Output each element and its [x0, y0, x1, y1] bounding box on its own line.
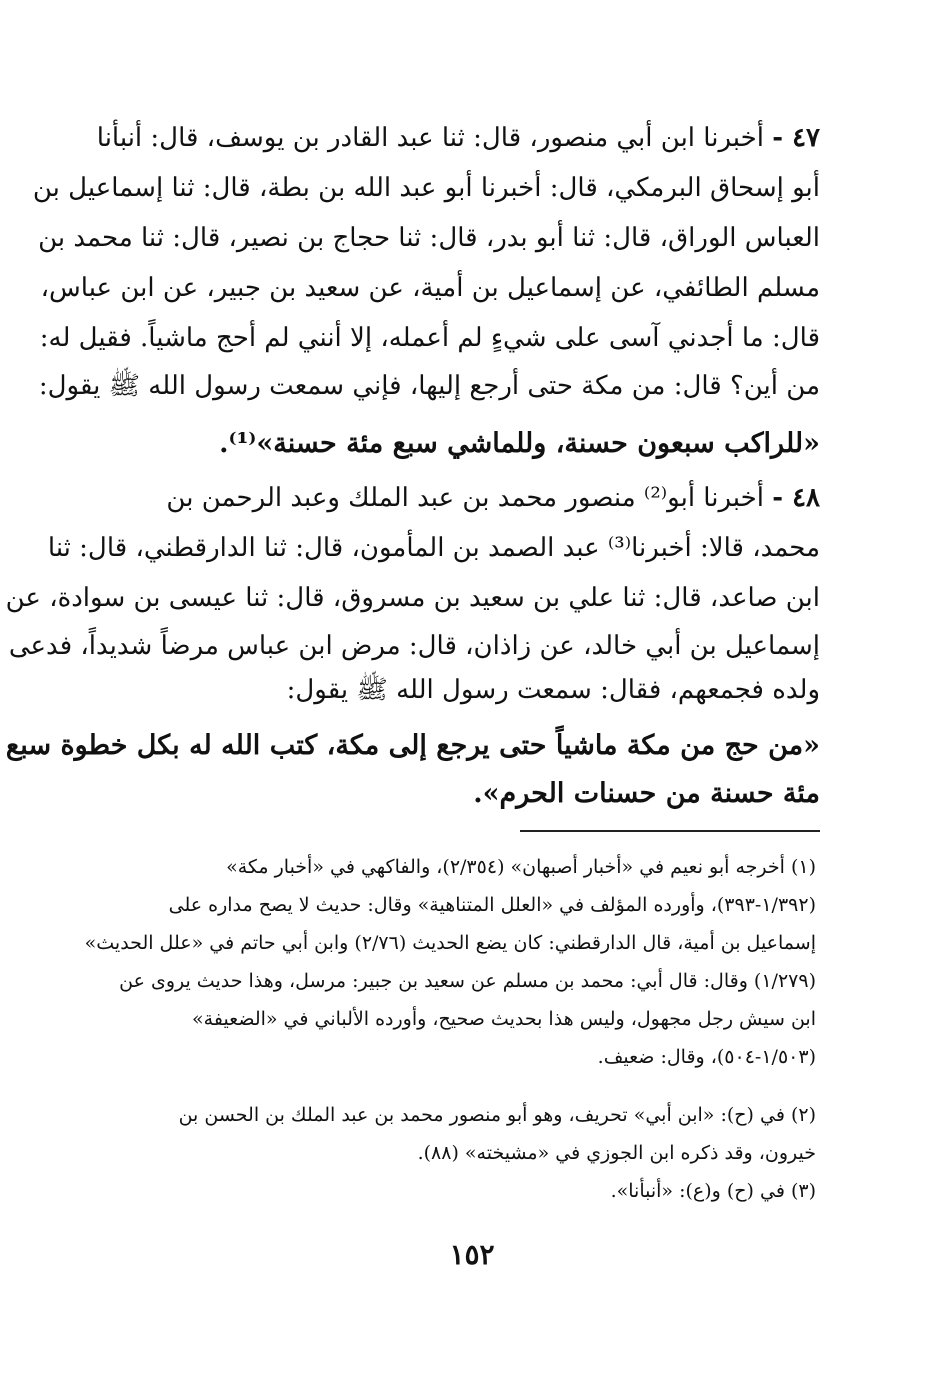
footnote-2-line-1: (٢) في (ح): «ابن أبي» تحريف، وهو أبو منصور محمد بن عبد الملك بن الحسن بن	[178, 1104, 816, 1126]
para-47-line-5: قال: ما أجدني آسى على شيءٍ لم أعمله، إلا أنني لم أحج ماشياً. فقيل له:	[39, 323, 820, 353]
footnote-1-line-4: (١/٢٧٩) وقال: قال أبي: محمد بن مسلم عن سعيد بن جبير: مرسل، وهذا حديث يروى عن	[119, 970, 816, 992]
footnote-separator	[520, 830, 820, 832]
para-47-line-3: العباس الوراق، قال: ثنا أبو بدر، قال: ثنا حجاج بن نصير، قال: ثنا محمد بن	[38, 223, 820, 253]
hadith-quote-47: «للراكب سبعون حسنة، وللماشي سبع مئة حسنة»⁽¹⁾.	[219, 428, 820, 459]
para-47-line-6: من أين؟ قال: من مكة حتى أرجع إليها، فإني سمعت رسول الله ﷺ يقول:	[38, 371, 820, 401]
hadith-quote-48-line-1: «من حج من مكة ماشياً حتى يرجع إلى مكة، كتب الله له بكل خطوة سبع	[5, 730, 820, 761]
footnote-1-line-5: ابن سيش رجل مجهول، وليس هذا بحديث صحيح، وأورده الألباني في «الضعيفة»	[192, 1008, 816, 1030]
page-number: ١٥٢	[449, 1238, 495, 1271]
para-48-line-3: ابن صاعد، قال: ثنا علي بن سعيد بن مسروق، قال: ثنا عيسى بن سوادة، عن	[5, 583, 820, 613]
para-48-line-1	[100, 478, 820, 518]
footnote-3-line-1: (٣) في (ح) و(ع): «أنبأنا».	[610, 1180, 816, 1202]
para-47-line-4: مسلم الطائفي، عن إسماعيل بن أمية، عن سعيد بن جبير، عن ابن عباس،	[40, 273, 820, 303]
footnote-1-line-2: (١/٣٩٢-٣٩٣)، وأورده المؤلف في «العلل المتناهية» وقال: حديث لا يصح مداره على	[168, 894, 816, 916]
footnote-2-line-2: خيرون، وقد ذكره ابن الجوزي في «مشيخته» (٨٨).	[417, 1142, 816, 1164]
para-47-line-1-text: أخبرنا ابن أبي منصور، قال: ثنا عبد القادر بن يوسف، قال: أنبأنا	[96, 123, 764, 153]
footnote-1-line-1: (١) أخرجه أبو نعيم في «أخبار أصبهان» (٢/٣٥٤)، والفاكهي في «أخبار مكة»	[226, 856, 816, 878]
hadith-number-47: ٤٧ -	[772, 123, 820, 153]
footnote-1-line-3: إسماعيل بن أمية، قال الدارقطني: كان يضع الحديث (٢/٧٦) وابن أبي حاتم في «علل الحديث»	[84, 932, 816, 954]
hadith-number-48: ٤٨ -	[772, 483, 820, 513]
para-48-line-4: إسماعيل بن أبي خالد، عن زاذان، قال: مرض ابن عباس مرضاً شديداً، فدعى	[8, 631, 820, 661]
para-48-line-5: ولده فجمعهم، فقال: سمعت رسول الله ﷺ يقول:	[286, 675, 820, 705]
para-47-line-1	[96, 118, 820, 158]
para-47-line-2: أبو إسحاق البرمكي، قال: أخبرنا أبو عبد الله بن بطة، قال: ثنا إسماعيل بن	[32, 173, 820, 203]
footnote-1-line-6: (١/٥٠٣-٥٠٤)، وقال: ضعيف.	[597, 1046, 816, 1068]
hadith-quote-48-line-2: مئة حسنة من حسنات الحرم».	[473, 778, 820, 809]
para-48-line-1-text: أخبرنا أبو⁽²⁾ منصور محمد بن عبد الملك وعبد الرحمن بن	[166, 483, 764, 513]
para-48-line-2: محمد، قالا: أخبرنا⁽³⁾ عبد الصمد بن المأمون، قال: ثنا الدارقطني، قال: ثنا	[47, 533, 820, 563]
